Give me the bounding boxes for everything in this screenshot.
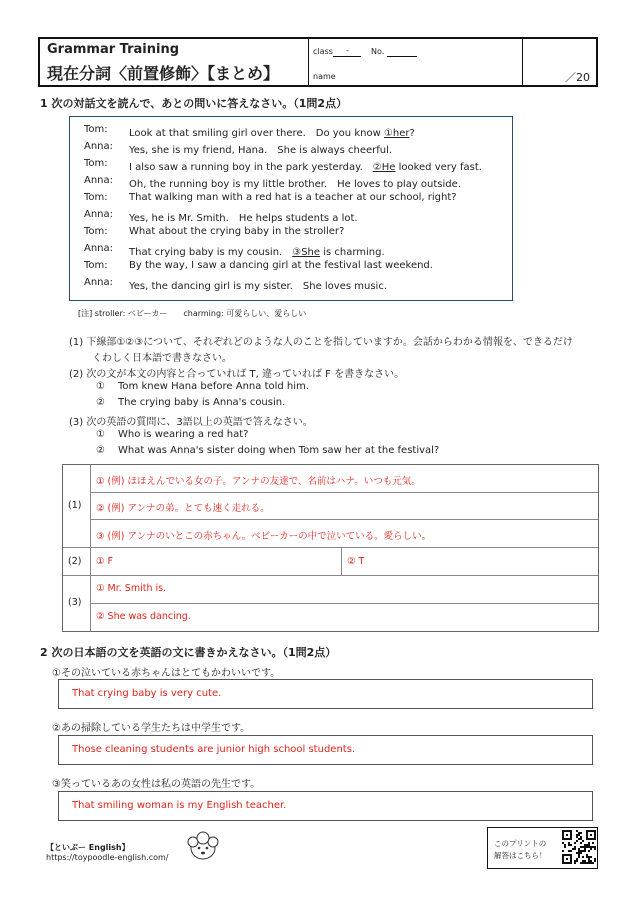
dialogue-speaker: Tom:: [84, 124, 108, 135]
question-3a-num: ①: [96, 429, 105, 440]
title-cell: [40, 39, 309, 85]
underlined-pronoun: ③She: [292, 247, 321, 258]
s2-prompt-3: ③笑っているあの女性は私の英語の先生です。: [52, 779, 261, 790]
no-label: No.: [371, 47, 385, 56]
brand-url[interactable]: https://toypoodle-english.com/: [46, 853, 169, 862]
class-dash: -: [346, 46, 349, 55]
qr-caption-1: このプリントの: [494, 839, 547, 848]
s2-answer-3: That smiling woman is my English teacher.: [72, 800, 287, 811]
dialogue-text: What about the crying baby in the stroller?: [129, 226, 345, 237]
number-field[interactable]: [387, 48, 417, 57]
poodle-logo-icon: [182, 830, 224, 864]
dialogue-speaker: Tom:: [84, 192, 108, 203]
dialogue-line: [129, 175, 461, 190]
question-2b: The crying baby is Anna's cousin.: [118, 397, 286, 408]
worksheet-header: [38, 37, 598, 87]
dialogue-text: That crying baby is my cousin.: [129, 247, 293, 258]
s2-answer-box-3[interactable]: [58, 791, 593, 821]
question-2: (2) 次の文が本文の内容と合っていれば T, 違っていれば F を書きなさい。: [69, 369, 405, 380]
dialogue-text: Yes, he is Mr. Smith. He helps students a lot.: [129, 213, 358, 224]
dialogue-line: [129, 158, 482, 173]
dialogue-line: [129, 226, 344, 237]
answer-2-1: ① F: [96, 556, 114, 567]
dialogue-text: Yes, she is my friend, Hana. She is always cheerful.: [129, 145, 393, 156]
answer-1-2: ② (例) アンナの弟。とても速く走れる。: [96, 503, 270, 514]
dialogue-speaker: Tom:: [84, 226, 108, 237]
dialogue-text: Look at that smiling girl over there. Do you know: [129, 128, 384, 139]
dialogue-speaker: Anna:: [84, 141, 114, 152]
section2-heading: 2 次の日本語の文を英語の文に書きかえなさい。（1問2点）: [40, 646, 337, 659]
s2-answer-1: That crying baby is very cute.: [72, 688, 222, 699]
worksheet-title-jp: 現在分詞〈前置修飾〉【まとめ】: [47, 64, 280, 83]
dialogue-speaker: Anna:: [84, 277, 114, 288]
dialogue-text: By the way, I saw a dancing girl at the festival last weekend.: [129, 260, 433, 271]
question-3b: What was Anna's sister doing when Tom saw her at the festival?: [118, 445, 440, 456]
dialogue-line: [129, 243, 385, 258]
question-3a: Who is wearing a red hat?: [118, 429, 249, 440]
question-1-cont: くわしく日本語で書きなさい。: [92, 353, 232, 364]
dialogue-speaker: Anna:: [84, 209, 114, 220]
answer-table: [62, 464, 599, 632]
answer-2-2: ② T: [347, 556, 365, 567]
score-total: ／20: [565, 71, 590, 84]
underlined-pronoun: ①her: [383, 128, 410, 139]
question-3: (3) 次の英語の質問に、3語以上の英語で答えなさい。: [69, 417, 313, 428]
dialogue-text: I also saw a running boy in the park yesterday.: [129, 162, 373, 173]
vocab-note: [注] stroller: ベビーカー charming: 可愛らしい、愛らしい: [78, 309, 307, 318]
qr-caption-2: 解答はこちら！: [494, 851, 547, 860]
s2-answer-box-2[interactable]: [58, 735, 593, 765]
dialogue-box: [69, 116, 513, 301]
worksheet-title-en: Grammar Training: [47, 42, 180, 57]
s2-answer-box-1[interactable]: [58, 679, 593, 709]
underlined-pronoun: ②He: [372, 162, 396, 173]
answer-label-3: (3): [68, 597, 82, 608]
dialogue-text: Yes, the dancing girl is my sister. She loves music.: [129, 281, 388, 292]
s2-prompt-2: ②あの掃除している学生たちは中学生です。: [52, 723, 251, 734]
dialogue-speaker: Tom:: [84, 260, 108, 271]
dialogue-text: is charming.: [320, 247, 385, 258]
brand-name: 【といぷー English】: [46, 843, 130, 852]
question-2a: Tom knew Hana before Anna told him.: [118, 381, 309, 392]
dialogue-line: [129, 141, 392, 156]
dialogue-speaker: Tom:: [84, 158, 108, 169]
dialogue-text: That walking man with a red hat is a teacher at our school, right?: [129, 192, 457, 203]
answer-3-2: ② She was dancing.: [96, 611, 191, 622]
s2-answer-2: Those cleaning students are junior high school students.: [72, 744, 356, 755]
answer-3-1: ① Mr. Smith is.: [96, 583, 167, 594]
dialogue-speaker: Anna:: [84, 243, 114, 254]
dialogue-text: Oh, the running boy is my little brother. He loves to play outside.: [129, 179, 461, 190]
s2-prompt-1: ①その泣いている赤ちゃんはとてもかわいいです。: [52, 668, 281, 679]
dialogue-text: looked very fast.: [395, 162, 482, 173]
qr-code-icon[interactable]: [562, 830, 596, 864]
question-1: (1) 下線部①②③について、それぞれどのような人のことを指していますか。会話からわかる情報を、できるだけ: [69, 337, 573, 348]
answer-label-2: (2): [68, 556, 82, 567]
class-label: class: [313, 47, 333, 56]
student-info-cell: [309, 39, 523, 85]
answer-1-1: ① (例) ほほえんでいる女の子。アンナの友達で、名前はハナ。いつも元気。: [96, 476, 421, 487]
question-2b-num: ②: [96, 397, 105, 408]
answer-1-3: ③ (例) アンナのいとこの赤ちゃん。ベビーカーの中で泣いている。愛らしい。: [96, 531, 432, 542]
question-2a-num: ①: [96, 381, 105, 392]
dialogue-speaker: Anna:: [84, 175, 114, 186]
dialogue-line: [129, 277, 387, 292]
dialogue-line: [129, 209, 358, 224]
section1-heading: 1 次の対話文を読んで、あとの問いに答えなさい。（1問2点）: [40, 97, 348, 110]
dialogue-text: ?: [409, 128, 415, 139]
question-3b-num: ②: [96, 445, 105, 456]
answer-label-1: (1): [68, 500, 82, 511]
dialogue-line: [129, 192, 457, 203]
dialogue-line: [129, 260, 433, 271]
dialogue-line: [129, 124, 415, 139]
name-label: name: [313, 72, 336, 81]
